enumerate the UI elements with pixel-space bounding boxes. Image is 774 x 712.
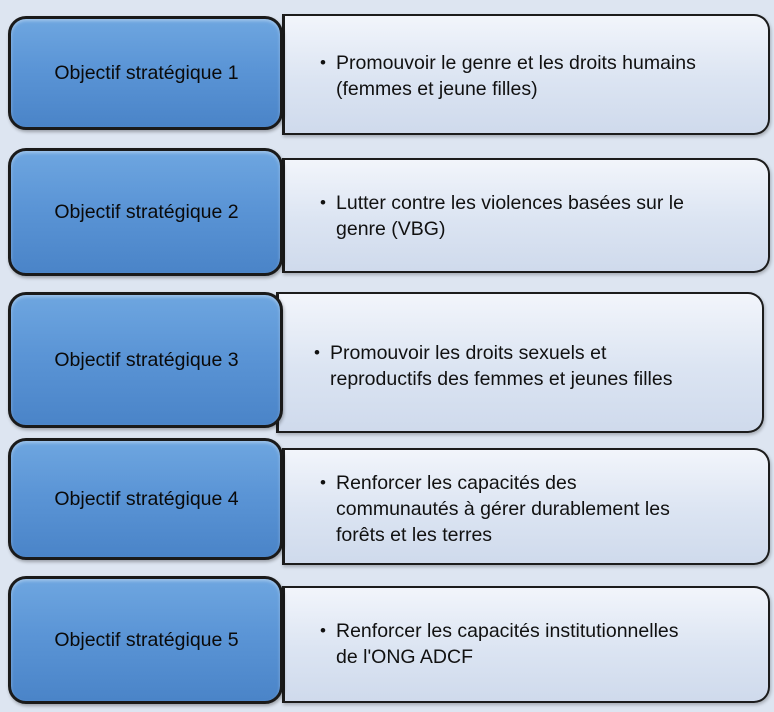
bullet-icon: • (320, 193, 326, 212)
bullet-icon: • (320, 621, 326, 640)
objective-label-4: Objectif stratégique 4 (8, 438, 283, 560)
objective-label-2: Objectif stratégique 2 (8, 148, 283, 276)
objective-panel-4 (282, 448, 770, 565)
objective-text-1: Promouvoir le genre et les droits humains (femmes et jeune filles) (336, 52, 696, 100)
objective-panel-1 (282, 14, 770, 135)
objective-bullet-5 (320, 618, 679, 670)
bullet-icon: • (320, 53, 326, 72)
objective-panel-3 (276, 292, 764, 433)
objective-bullet-4 (320, 470, 670, 548)
objective-bullet-2 (320, 190, 684, 242)
objective-bullet-3 (314, 340, 673, 392)
objective-panel-5 (282, 586, 770, 703)
objective-text-3: Promouvoir les droits sexuels et reproductifs des femmes et jeunes filles (330, 342, 673, 390)
objective-label-3: Objectif stratégique 3 (8, 292, 283, 428)
objective-text-5: Renforcer les capacités institutionnelles de l'ONG ADCF (336, 620, 679, 668)
objective-label-5: Objectif stratégique 5 (8, 576, 283, 704)
objective-label-1: Objectif stratégique 1 (8, 16, 283, 130)
bullet-icon: • (314, 343, 320, 362)
objective-text-4: Renforcer les capacités des communautés à gérer durablement les forêts et les terres (336, 472, 670, 546)
objective-text-2: Lutter contre les violences basées sur le genre (VBG) (336, 192, 684, 240)
objective-panel-2 (282, 158, 770, 273)
objective-bullet-1 (320, 50, 696, 102)
bullet-icon: • (320, 473, 326, 492)
